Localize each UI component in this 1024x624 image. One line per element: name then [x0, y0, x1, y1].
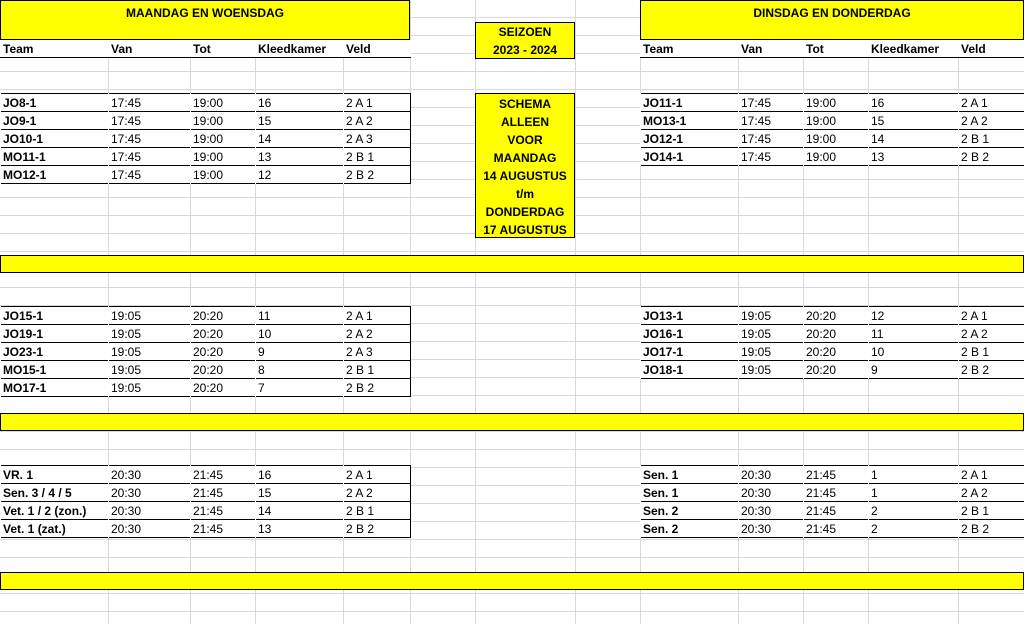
schema-line: 17 AUGUSTUS	[483, 223, 567, 237]
veld-cell: 2 B 1	[961, 344, 990, 359]
van-cell: 17:45	[741, 131, 772, 146]
schedule-row	[1, 166, 411, 184]
left-schedule-block-3	[0, 465, 411, 538]
kleedkamer-cell: 14	[258, 131, 272, 146]
separator-band	[0, 413, 1024, 431]
team-cell: Vet. 1 (zat.)	[3, 521, 66, 536]
kleedkamer-cell: 16	[871, 95, 885, 110]
tot-cell: 19:00	[193, 95, 224, 110]
tot-cell: 20:20	[193, 326, 224, 341]
veld-cell: 2 A 2	[961, 326, 988, 341]
kleedkamer-cell: 2	[871, 503, 878, 518]
season-label: SEIZOEN	[498, 25, 552, 39]
left-day-header	[0, 0, 410, 40]
schema-line: MAANDAG	[493, 151, 557, 165]
tot-cell: 20:20	[806, 362, 837, 377]
kleedkamer-cell: 13	[871, 149, 885, 164]
separator-band	[0, 255, 1024, 273]
schedule-row	[641, 484, 1024, 502]
kleedkamer-cell: 13	[258, 521, 272, 536]
team-cell: MO12-1	[3, 167, 47, 182]
van-cell: 20:30	[741, 503, 772, 518]
team-cell: Sen. 3 / 4 / 5	[3, 485, 72, 500]
tot-cell: 20:20	[806, 308, 837, 323]
schedule-row	[1, 520, 411, 538]
van-cell: 19:05	[111, 344, 142, 359]
tot-cell: 20:20	[193, 344, 224, 359]
van-cell: 19:05	[111, 380, 142, 395]
tot-cell: 21:45	[806, 503, 837, 518]
kleedkamer-cell: 11	[871, 326, 884, 341]
kleedkamer-cell: 14	[871, 131, 885, 146]
veld-cell: 2 A 2	[961, 485, 988, 500]
kleedkamer-cell: 13	[258, 149, 272, 164]
veld-cell: 2 B 2	[346, 167, 375, 182]
kleedkamer-cell: 12	[258, 167, 272, 182]
tot-cell: 20:20	[193, 362, 224, 377]
schedule-row	[641, 94, 1024, 112]
left-schedule-block-2	[0, 306, 411, 397]
tot-cell: 19:00	[193, 149, 224, 164]
van-cell: 20:30	[741, 485, 772, 500]
veld-cell: 2 B 2	[961, 521, 990, 536]
schema-line: 14 AUGUSTUS	[483, 169, 567, 183]
schema-notice-box	[475, 93, 575, 238]
van-cell: 20:30	[111, 467, 142, 482]
van-cell: 17:45	[111, 113, 142, 128]
grid-line	[575, 0, 576, 624]
schedule-row	[1, 466, 411, 484]
schema-line: ALLEEN	[501, 115, 549, 129]
kleedkamer-cell: 16	[258, 95, 272, 110]
team-cell: Vet. 1 / 2 (zon.)	[3, 503, 87, 518]
van-cell: 19:05	[111, 362, 142, 377]
kleedkamer-cell: 16	[258, 467, 272, 482]
veld-cell: 2 B 2	[961, 362, 990, 377]
kleedkamer-cell: 14	[258, 503, 272, 518]
schedule-row	[641, 466, 1024, 484]
schedule-row	[1, 343, 411, 361]
team-cell: JO15-1	[3, 308, 44, 323]
team-cell: JO16-1	[643, 326, 684, 341]
van-cell: 17:45	[111, 167, 142, 182]
tot-cell: 21:45	[193, 521, 224, 536]
tot-cell: 20:20	[806, 344, 837, 359]
team-cell: JO18-1	[643, 362, 684, 377]
team-cell: JO19-1	[3, 326, 44, 341]
col-tot: Tot	[804, 40, 869, 58]
van-cell: 17:45	[111, 95, 142, 110]
team-cell: Sen. 1	[643, 467, 679, 482]
team-cell: MO17-1	[3, 380, 47, 395]
season-box	[475, 22, 575, 59]
schedule-row	[641, 502, 1024, 520]
col-veld: Veld	[959, 40, 1024, 58]
kleedkamer-cell: 2	[871, 521, 878, 536]
team-cell: JO10-1	[3, 131, 44, 146]
right-day-header-label: DINSDAG EN DONDERDAG	[753, 6, 911, 20]
tot-cell: 19:00	[193, 131, 224, 146]
kleedkamer-cell: 1	[871, 467, 878, 482]
veld-cell: 2 B 1	[961, 131, 990, 146]
schema-line: DONDERDAG	[485, 205, 565, 219]
van-cell: 17:45	[111, 149, 142, 164]
van-cell: 19:05	[741, 308, 772, 323]
van-cell: 19:05	[111, 326, 142, 341]
schedule-row	[641, 112, 1024, 130]
van-cell: 17:45	[741, 95, 772, 110]
team-cell: JO14-1	[643, 149, 684, 164]
team-cell: Sen. 2	[643, 521, 679, 536]
schedule-row	[641, 307, 1024, 325]
tot-cell: 19:00	[806, 131, 837, 146]
tot-cell: 21:45	[806, 485, 837, 500]
schedule-row	[1, 502, 411, 520]
veld-cell: 2 B 2	[346, 380, 375, 395]
veld-cell: 2 A 2	[346, 113, 373, 128]
kleedkamer-cell: 10	[871, 344, 885, 359]
tot-cell: 19:00	[806, 149, 837, 164]
col-van: Van	[739, 40, 804, 58]
veld-cell: 2 A 1	[961, 467, 988, 482]
col-team: Team	[1, 40, 109, 58]
schedule-row	[641, 148, 1024, 166]
tot-cell: 21:45	[193, 467, 224, 482]
left-schedule-block-1	[0, 93, 411, 184]
veld-cell: 2 B 1	[346, 503, 375, 518]
schema-line: SCHEMA	[498, 97, 551, 111]
team-cell: JO11-1	[643, 95, 683, 110]
team-cell: JO17-1	[643, 344, 684, 359]
veld-cell: 2 A 1	[346, 95, 373, 110]
van-cell: 20:30	[111, 503, 142, 518]
kleedkamer-cell: 11	[258, 308, 271, 323]
team-cell: JO9-1	[3, 113, 37, 128]
team-cell: JO13-1	[643, 308, 684, 323]
kleedkamer-cell: 12	[871, 308, 885, 323]
van-cell: 20:30	[111, 521, 142, 536]
schedule-row	[641, 520, 1024, 538]
kleedkamer-cell: 15	[258, 485, 272, 500]
right-day-header	[640, 0, 1024, 40]
veld-cell: 2 A 1	[961, 308, 988, 323]
tot-cell: 20:20	[806, 326, 837, 341]
tot-cell: 20:20	[193, 380, 224, 395]
team-cell: MO13-1	[643, 113, 687, 128]
schedule-row	[1, 325, 411, 343]
col-veld: Veld	[344, 40, 411, 58]
van-cell: 17:45	[741, 149, 772, 164]
van-cell: 17:45	[111, 131, 142, 146]
col-kleedkamer: Kleedkamer	[869, 40, 959, 58]
van-cell: 19:05	[741, 362, 772, 377]
col-kleedkamer: Kleedkamer	[256, 40, 344, 58]
team-cell: MO11-1	[3, 149, 46, 164]
veld-cell: 2 A 2	[961, 113, 988, 128]
kleedkamer-cell: 10	[258, 326, 272, 341]
kleedkamer-cell: 9	[258, 344, 265, 359]
team-cell: MO15-1	[3, 362, 47, 377]
tot-cell: 19:00	[806, 95, 837, 110]
team-cell: Sen. 1	[643, 485, 679, 500]
van-cell: 19:05	[741, 344, 772, 359]
schedule-row	[641, 343, 1024, 361]
veld-cell: 2 B 1	[346, 362, 375, 377]
schema-line: VOOR	[507, 133, 543, 147]
van-cell: 19:05	[111, 308, 142, 323]
schedule-row	[1, 148, 411, 166]
veld-cell: 2 B 1	[961, 503, 990, 518]
right-column-header	[640, 40, 1024, 58]
left-column-header	[0, 40, 411, 58]
kleedkamer-cell: 15	[258, 113, 272, 128]
veld-cell: 2 B 2	[961, 149, 990, 164]
right-schedule-block-3	[640, 465, 1024, 538]
right-schedule-block-1	[640, 93, 1024, 166]
veld-cell: 2 B 1	[346, 149, 375, 164]
team-cell: Sen. 2	[643, 503, 679, 518]
season-years: 2023 - 2024	[492, 43, 558, 57]
col-van: Van	[109, 40, 191, 58]
tot-cell: 21:45	[806, 467, 837, 482]
schedule-row	[1, 307, 411, 325]
col-team: Team	[641, 40, 739, 58]
team-cell: JO12-1	[643, 131, 684, 146]
team-cell: VR. 1	[3, 467, 34, 482]
veld-cell: 2 A 3	[346, 131, 373, 146]
veld-cell: 2 A 2	[346, 326, 373, 341]
schedule-row	[1, 94, 411, 112]
tot-cell: 21:45	[806, 521, 837, 536]
schedule-row	[641, 361, 1024, 379]
tot-cell: 21:45	[193, 485, 224, 500]
tot-cell: 19:00	[806, 113, 837, 128]
tot-cell: 21:45	[193, 503, 224, 518]
team-cell: JO23-1	[3, 344, 44, 359]
kleedkamer-cell: 9	[871, 362, 878, 377]
kleedkamer-cell: 8	[258, 362, 265, 377]
kleedkamer-cell: 1	[871, 485, 878, 500]
schedule-row	[1, 484, 411, 502]
left-day-header-label: MAANDAG EN WOENSDAG	[126, 6, 284, 20]
schedule-row	[1, 361, 411, 379]
schedule-row	[1, 130, 411, 148]
schedule-row	[1, 379, 411, 397]
col-tot: Tot	[191, 40, 256, 58]
kleedkamer-cell: 15	[871, 113, 885, 128]
veld-cell: 2 A 1	[961, 95, 988, 110]
tot-cell: 19:00	[193, 167, 224, 182]
kleedkamer-cell: 7	[258, 380, 265, 395]
tot-cell: 19:00	[193, 113, 224, 128]
van-cell: 20:30	[741, 467, 772, 482]
van-cell: 20:30	[741, 521, 772, 536]
veld-cell: 2 A 2	[346, 485, 373, 500]
schema-line: t/m	[516, 187, 534, 201]
veld-cell: 2 A 3	[346, 344, 373, 359]
van-cell: 19:05	[741, 326, 772, 341]
right-schedule-block-2	[640, 306, 1024, 379]
veld-cell: 2 A 1	[346, 308, 373, 323]
team-cell: JO8-1	[3, 95, 37, 110]
veld-cell: 2 A 1	[346, 467, 373, 482]
schedule-row	[1, 112, 411, 130]
schedule-row	[641, 325, 1024, 343]
separator-band	[0, 572, 1024, 590]
van-cell: 20:30	[111, 485, 142, 500]
tot-cell: 20:20	[193, 308, 224, 323]
veld-cell: 2 B 2	[346, 521, 375, 536]
schedule-row	[641, 130, 1024, 148]
van-cell: 17:45	[741, 113, 772, 128]
